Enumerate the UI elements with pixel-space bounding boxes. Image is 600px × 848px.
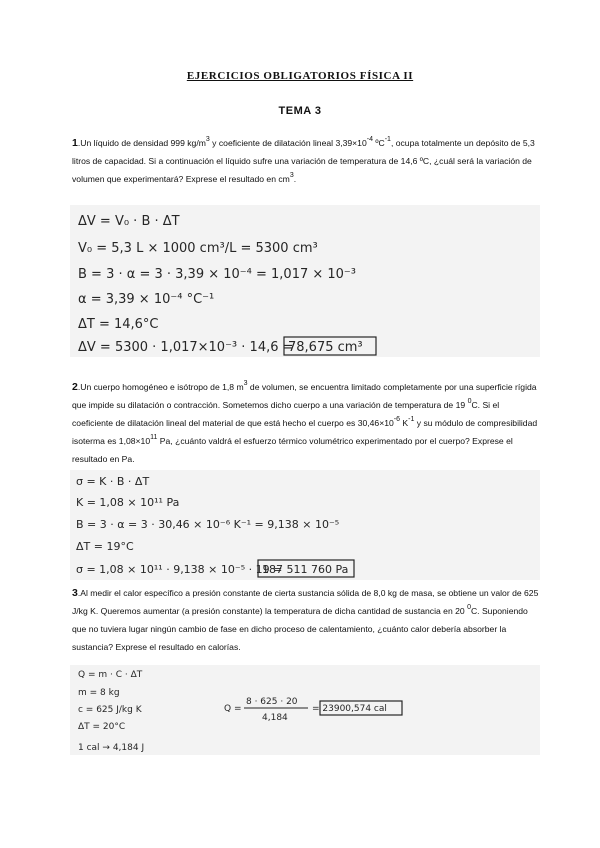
problem-3-statement: 3.Al medir el calor específico a presión constante de cierta sustancia sólida de 8,0 kg de masa, se obtiene un valor de 625 J/kg K. Queremos aumentar (a presión constante) la temperatura de dicha cantidad de sustancia en 20 $^0$C. Suponiendo que no tuviera lugar ningún cambio de fase en dicho proceso de calentamiento, ¿cuánto calor debería absorber la sustancia? Exprese el resultado en calorías. bbox=[72, 587, 539, 652]
solution-line: Q = bbox=[224, 704, 242, 714]
solution-line: K = 1,08 × 10¹¹ Pa bbox=[76, 496, 180, 509]
topic-heading: TEMA 3 bbox=[278, 105, 322, 117]
problem-1-statement: 1.Un líquido de densidad 999 $kg/m^3$ y coeficiente de dilatación lineal $3,39\times 10^{-4}$ ºC$^{-1}$, ocupa totalmente un depósito de 5,3 litros de capacidad. Si a continuación el líquido sufre una variación de temperatura de 14,6 ºC, ¿cuál será la variación de volumen que experimentará? Exprese el resultado en $cm^3$. bbox=[72, 136, 535, 184]
result-value: 78,675 cm³ bbox=[288, 340, 363, 355]
problem-number: 3 bbox=[72, 587, 78, 599]
solution-line: m = 8 kg bbox=[78, 688, 120, 698]
solution-line: B = 3 · α = 3 · 30,46 × 10⁻⁶ K⁻¹ = 9,138 × 10⁻⁵ bbox=[76, 518, 340, 531]
solution-line: ΔT = 14,6°C bbox=[78, 317, 159, 332]
solution-line: 1 cal → 4,184 J bbox=[78, 743, 145, 753]
solution-line: σ = 1,08 × 10¹¹ · 9,138 × 10⁻⁵ · 19 = bbox=[76, 563, 283, 576]
solution-line: B = 3 · α = 3 · 3,39 × 10⁻⁴ = 1,017 × 10⁻³ bbox=[78, 267, 357, 282]
solution-line: ΔT = 19°C bbox=[76, 540, 134, 553]
problem-number: 2 bbox=[72, 381, 78, 393]
solution-line: ΔV = V₀ · B · ΔT bbox=[78, 214, 180, 229]
document-title: EJERCICIOS OBLIGATORIOS FÍSICA II bbox=[186, 70, 414, 82]
solution-line: c = 625 J/kg K bbox=[78, 705, 142, 715]
fraction-numerator: 8 · 625 · 20 bbox=[246, 697, 298, 707]
problem-2-handwritten-solution bbox=[70, 470, 540, 580]
result-value: = 23900,574 cal bbox=[312, 704, 387, 714]
fraction-denominator: 4,184 bbox=[262, 713, 288, 723]
solution-line: α = 3,39 × 10⁻⁴ °C⁻¹ bbox=[78, 292, 215, 307]
problem-number: 1 bbox=[72, 137, 78, 149]
solution-line: V₀ = 5,3 L × 1000 cm³/L = 5300 cm³ bbox=[78, 241, 318, 256]
result-value: 187 511 760 Pa bbox=[262, 563, 349, 576]
solution-line: σ = K · B · ΔT bbox=[76, 475, 150, 488]
solution-line: ΔT = 20°C bbox=[78, 722, 126, 732]
problem-1-handwritten-solution bbox=[70, 205, 540, 357]
problem-2-statement: 2.Un cuerpo homogéneo e isótropo de 1,8 $m^3$ de volumen, se encuentra limitado completamente por una superficie rígida que impide su dilatación o contracción. Sometemos dicho cuerpo a una variación de temperatura de 19 $^0$C. Si el coeficiente de dilatación lineal del material de que está hecho el cuerpo es $30,46\times 10^{-6}$ $K^{-1}$ y su módulo de compresibilidad isoterma es $1,08\times 10^{11}$ Pa, ¿cuánto valdrá el esfuerzo térmico volumétrico experimentado por el cuerpo? Exprese el resultado en Pa. bbox=[72, 380, 538, 464]
problem-3-handwritten-solution bbox=[70, 665, 540, 755]
solution-line: ΔV = 5300 · 1,017×10⁻³ · 14,6 = bbox=[78, 340, 294, 355]
solution-line: Q = m · C · ΔT bbox=[78, 670, 143, 680]
